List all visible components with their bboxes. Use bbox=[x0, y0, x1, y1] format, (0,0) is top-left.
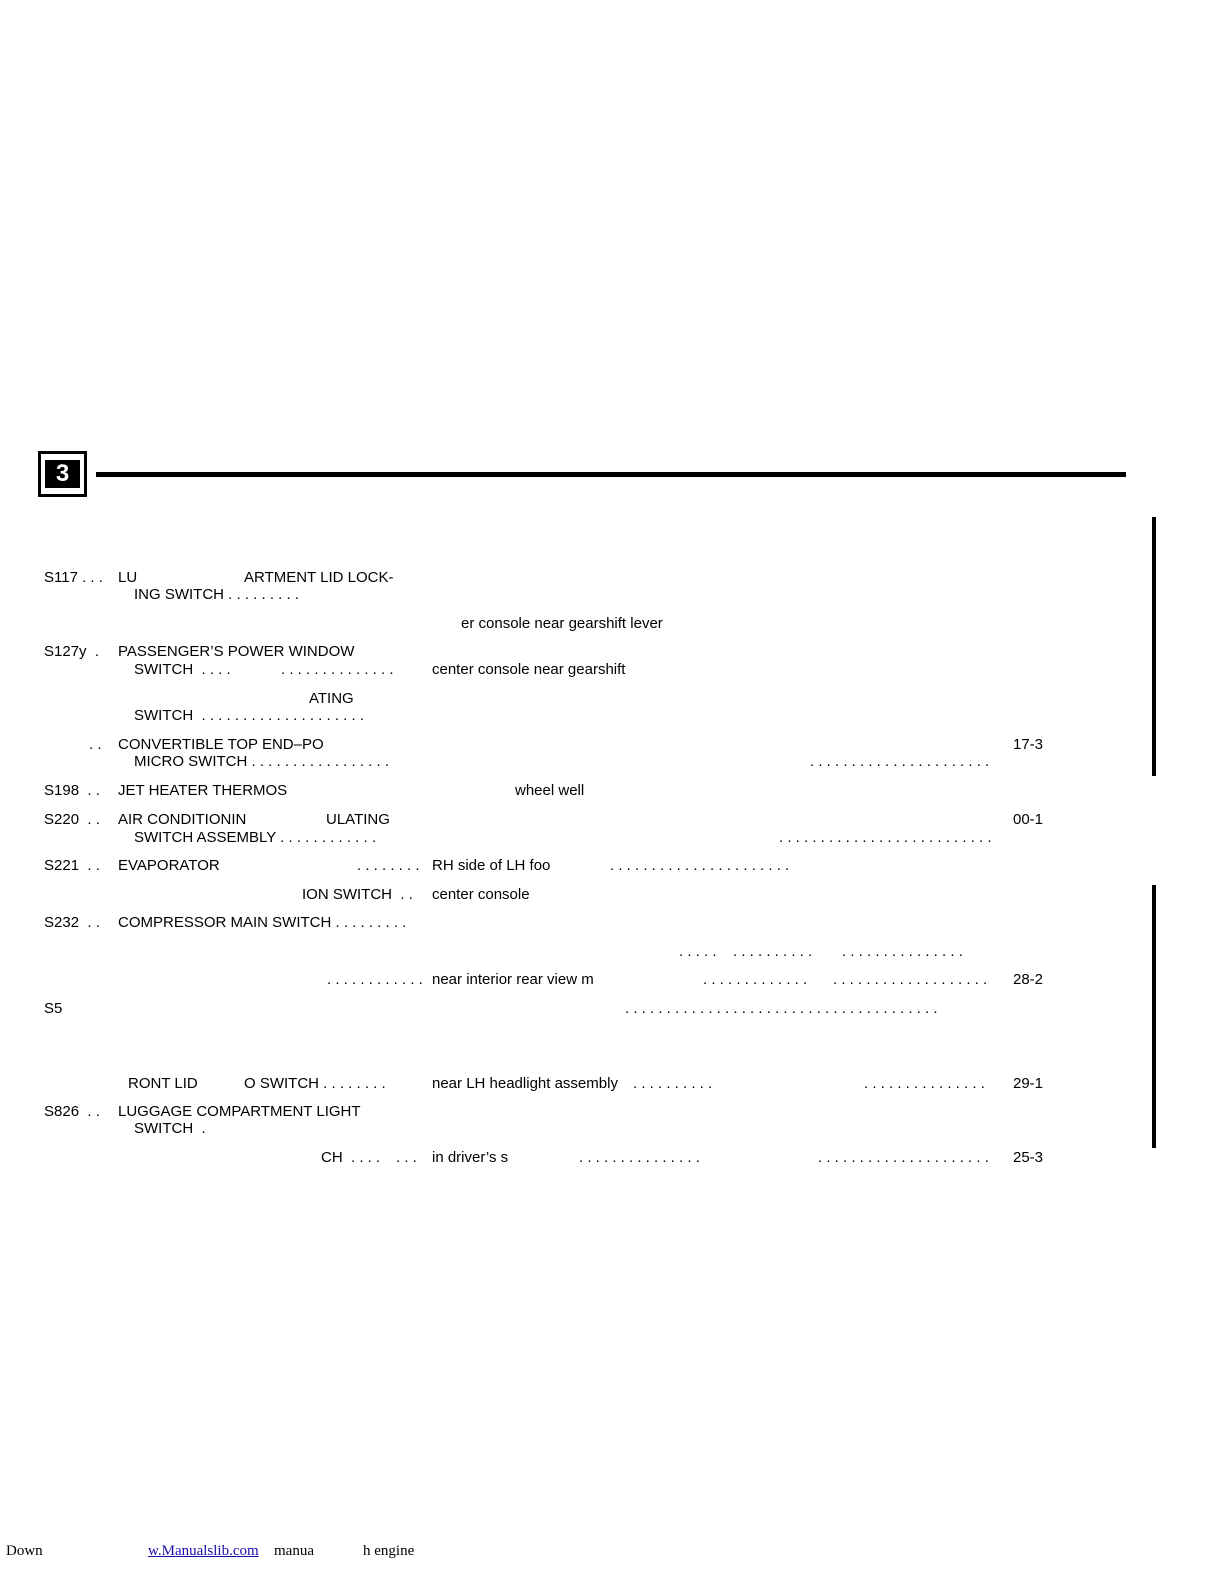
leader-dots: . . . . . . . . . . bbox=[733, 943, 813, 960]
entry-code: S221 . . bbox=[44, 857, 100, 874]
leader-dots: . . . . . . . . . . . . . . bbox=[281, 661, 394, 678]
entry-page: 29-1 bbox=[1013, 1075, 1044, 1092]
margin-bar-bottom bbox=[1152, 885, 1156, 1148]
leader-dots: . . . . . . . . . . . . . . . . . . . . . . bbox=[810, 753, 990, 770]
leader-dots: . . . bbox=[396, 1149, 417, 1166]
entry-name: O SWITCH . . . . . . . . bbox=[244, 1075, 386, 1092]
manualslib-link[interactable]: w.Manualslib.com bbox=[148, 1543, 259, 1559]
entry-code: S198 . . bbox=[44, 782, 100, 799]
entry-name: CH . . . . bbox=[321, 1149, 381, 1166]
entry-name: ION SWITCH . . bbox=[302, 886, 413, 903]
entry-name: EVAPORATOR bbox=[118, 857, 220, 874]
entry-name: ARTMENT LID LOCK- bbox=[244, 569, 394, 586]
entry-page: 17-3 bbox=[1013, 736, 1044, 753]
leader-dots: . . . . . . . . . . . . . . . . . . . . . . bbox=[610, 857, 790, 874]
leader-dots: . . . . . . . . . . . . bbox=[327, 971, 423, 988]
leader-dots: . . . . . . . . . . bbox=[633, 1075, 713, 1092]
leader-dots: . . . . . . . . bbox=[357, 857, 420, 874]
entry-code: S117 . . . bbox=[44, 569, 103, 586]
leader-dots: . . . . . bbox=[679, 943, 717, 960]
entry-name: COMPRESSOR MAIN SWITCH . . . . . . . . . bbox=[118, 914, 407, 931]
leader-dots: . . . . . . . . . . . . . . . . . . . bbox=[833, 971, 988, 988]
entry-name: LUGGAGE COMPARTMENT LIGHT bbox=[118, 1103, 361, 1120]
entry-code: S826 . . bbox=[44, 1103, 100, 1120]
footer-text: manua bbox=[274, 1543, 314, 1559]
entry-name-cont: SWITCH ASSEMBLY . . . . . . . . . . . . bbox=[134, 829, 376, 846]
section-badge bbox=[38, 451, 87, 497]
leader-dots: . . . . . . . . . . . . . . . bbox=[864, 1075, 985, 1092]
entry-code: S127y . bbox=[44, 643, 100, 660]
leader-dots: . . . . . . . . . . . . . . . bbox=[842, 943, 963, 960]
entry-code: S232 . . bbox=[44, 914, 100, 931]
entry-name-cont: ING SWITCH . . . . . . . . . bbox=[134, 586, 300, 603]
footer-text: h engine bbox=[363, 1543, 415, 1559]
entry-code: . . bbox=[89, 736, 102, 753]
footer-link-wrap bbox=[148, 1543, 259, 1560]
entry-name: PASSENGER’S POWER WINDOW bbox=[118, 643, 355, 660]
entry-name-cont: MICRO SWITCH . . . . . . . . . . . . . . . . . bbox=[134, 753, 390, 770]
entry-location: er console near gearshift lever bbox=[461, 615, 663, 632]
entry-name-cont: SWITCH . . . . bbox=[134, 661, 231, 678]
margin-bar-top bbox=[1152, 517, 1156, 776]
leader-dots: . . . . . . . . . . . . . bbox=[703, 971, 808, 988]
header-rule bbox=[96, 472, 1126, 477]
entry-location: center console bbox=[432, 886, 530, 903]
entry-name-cont: SWITCH . bbox=[134, 1120, 206, 1137]
entry-name: LU bbox=[118, 569, 138, 586]
leader-dots: . . . . . . . . . . . . . . . bbox=[579, 1149, 700, 1166]
leader-dots: . . . . . . . . . . . . . . . . . . . . . . . . . . . . . . . . . . . . . . bbox=[625, 1000, 938, 1017]
entry-page: 25-3 bbox=[1013, 1149, 1044, 1166]
entry-name: RONT LID bbox=[128, 1075, 198, 1092]
entry-code: S220 . . bbox=[44, 811, 100, 828]
entry-page: 00-1 bbox=[1013, 811, 1044, 828]
entry-name: ULATING bbox=[326, 811, 390, 828]
entry-code: S5 bbox=[44, 1000, 63, 1017]
entry-location: center console near gearshift bbox=[432, 661, 626, 678]
leader-dots: . . . . . . . . . . . . . . . . . . . . . . . . . . bbox=[779, 829, 992, 846]
entry-location: near interior rear view m bbox=[432, 971, 594, 988]
entry-name: AIR CONDITIONIN bbox=[118, 811, 247, 828]
leader-dots: . . . . . . . . . . . . . . . . . . . . . bbox=[818, 1149, 989, 1166]
section-number: 3 bbox=[45, 460, 80, 488]
entry-name: ATING bbox=[309, 690, 354, 707]
entry-page: 28-2 bbox=[1013, 971, 1044, 988]
entry-location: RH side of LH foo bbox=[432, 857, 551, 874]
entry-name: JET HEATER THERMOS bbox=[118, 782, 288, 799]
footer-text: Down bbox=[6, 1543, 43, 1559]
entry-location: wheel well bbox=[515, 782, 585, 799]
entry-name: CONVERTIBLE TOP END–PO bbox=[118, 736, 324, 753]
entry-location: in driver’s s bbox=[432, 1149, 509, 1166]
entry-name-cont: SWITCH . . . . . . . . . . . . . . . . . . . . bbox=[134, 707, 365, 724]
entry-location: near LH headlight assembly bbox=[432, 1075, 618, 1092]
